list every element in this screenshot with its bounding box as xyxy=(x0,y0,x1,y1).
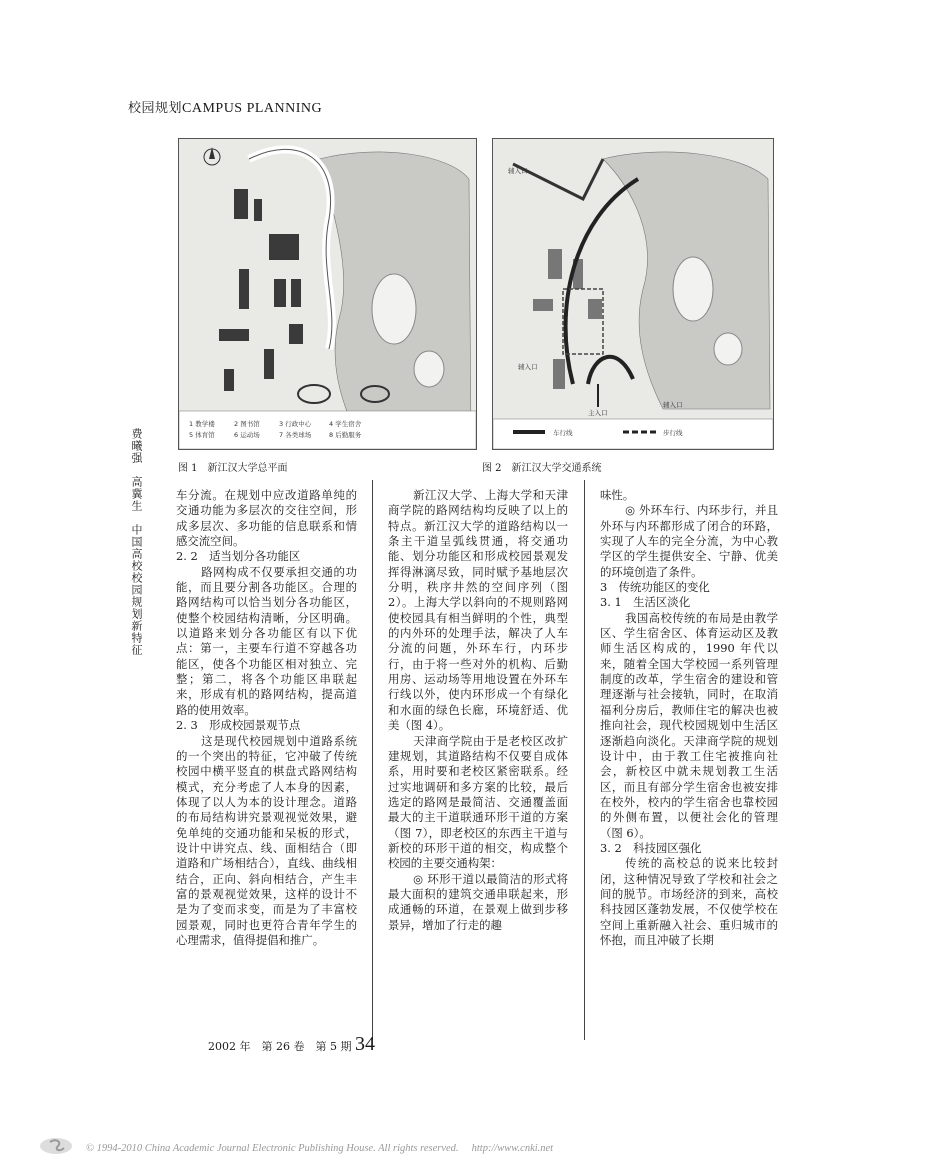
issue-info: 2002 年 第 26 卷 第 5 期 xyxy=(208,1040,352,1053)
copyright-watermark: © 1994-2010 China Academic Journal Electronic Publishing House. All rights reserved. http://www.cnki.net xyxy=(86,1143,554,1154)
paragraph: ◎ 外环车行、内环步行，并且外环与内环都形成了闭合的环路，实现了人车的完全分流，为中心教学区的学生提供安全、宁静、优美的环境创造了条件。 xyxy=(600,503,778,579)
paragraph: 天津商学院由于是老校区改扩建规划，其道路结构不仅要自成体系，用时要和老校区紧密联系。经过实地调研和多方案的比较，最后选定的路网是最简洁、交通覆盖面最大的主干道联通环形干道的方案（图 7），即老校区的东西主干道与新校的环形干道的相交，构成整个校园的主要交通构架： xyxy=(388,733,568,871)
main-entry-label: 主入口 xyxy=(588,409,608,417)
running-header xyxy=(128,97,322,117)
figure-2-caption: 图 2 新江汉大学交通系统 xyxy=(482,463,602,474)
paragraph: 2. 3 形成校园景观节点 xyxy=(176,718,301,733)
paragraph: 我国高校传统的布局是由教学区、学生宿舍区、体育运动区及教师生活区构成的，1990 年代以来，随着全国大学校园一系列管理制度的改革，学生宿舍的建设和管理逐渐与社会接轨，同时，在取消福利分房后，教师住宅的解决也被推向社会，现代校园规划中生活区逐渐趋向淡化。天津商学院的规划设计中，由于教工住宅被推向社会，新校区中就未规划教工生活区，而且有部分学生宿舍也被安排在校外，校内的学生宿舍也靠校园的外侧布置，以便社会化的管理（图 6）。 xyxy=(600,610,778,840)
paragraph: 3 传统功能区的变化 xyxy=(600,580,710,595)
legend-item: 8 后勤服务 xyxy=(329,431,362,439)
legend-item: 7 各类球场 xyxy=(279,431,312,439)
figure-1-caption: 图 1 新江汉大学总平面 xyxy=(178,463,288,474)
cnki-logo-icon xyxy=(38,1134,74,1156)
paragraph: 车分流。在规划中应改道路单纯的交通功能为多层次的交往空间，形成多层次、多功能的信息联系和情感交流空间。 xyxy=(176,488,357,549)
paragraph: ◎ 环形干道以最简洁的形式将最大面积的建筑交通串联起来，形成通畅的环道，在景观上做到步移景异，增加了行走的趣 xyxy=(388,871,568,932)
header-en: CAMPUS PLANNING xyxy=(182,101,323,116)
paragraph: 味性。 xyxy=(600,488,635,502)
legend-item: 6 运动场 xyxy=(234,431,260,439)
figure-2-traffic-system xyxy=(492,138,774,450)
master-plan-drawing xyxy=(179,139,476,449)
paragraph: 传统的高校总的说来比较封闭，这种情况导致了学校和社会之间的脱节。市场经济的到来，高校科技园区蓬勃发展，不仅使学校在空间上重新融入社会、重归城市的怀抱，而且冲破了长期 xyxy=(600,856,778,947)
text-column-2 xyxy=(388,488,568,933)
legend-item: 3 行政中心 xyxy=(279,420,312,428)
figure-1-master-plan xyxy=(178,138,477,450)
legend-walk: 步行线 xyxy=(663,429,683,437)
paragraph: 路网构成不仅要承担交通的功能，而且要分割各功能区。合理的路网结构可以恰当划分各功能区，使整个校园结构清晰，分区明确。以道路来划分各功能区有以下优点：第一，主要车行道不穿越各功能区，使各个功能区相对独立、完整；第二，将各个功能区串联起来，形成有机的路网结构，提高道路的使用效率。 xyxy=(176,564,357,717)
text-column-3 xyxy=(600,488,778,948)
legend-car: 车行线 xyxy=(553,429,573,437)
legend-item: 1 教学楼 xyxy=(189,420,215,428)
paragraph: 2. 2 适当划分各功能区 xyxy=(176,549,301,564)
page-footer xyxy=(208,1033,375,1056)
column-divider xyxy=(372,480,373,1040)
legend-item: 4 学生宿舍 xyxy=(329,420,362,428)
legend-item: 2 图书馆 xyxy=(234,420,260,428)
paragraph: 3. 2 科技园区强化 xyxy=(600,840,702,855)
paragraph: 3. 1 生活区淡化 xyxy=(600,595,691,610)
entry-label: 辅入口 xyxy=(518,363,538,371)
entry-label: 辅入口 xyxy=(508,167,528,175)
text-column-1 xyxy=(176,488,357,948)
legend-item: 5 体育馆 xyxy=(189,431,215,439)
column-divider xyxy=(584,480,585,1040)
entry-label: 辅入口 xyxy=(663,401,683,409)
traffic-system-drawing xyxy=(493,139,773,449)
page-number: 34 xyxy=(354,1033,375,1055)
paragraph: 新江汉大学、上海大学和天津商学院的路网结构均反映了以上的特点。新江汉大学的道路结构以一条主干道呈弧线贯通，将交通功能、划分功能区和形成校园景观发挥得淋漓尽致，同时赋予基地层次分明，秩序井然的空间序列（图 2）。上海大学以斜向的不规则路网使校园具有相当鲜明的个性，典型的内外环的处理手法，解决了人车分流的问题，外环车行，内环步行，由于将一些对外的机构、后勤用房、运动场等用地设置在外环车行线以外，使内环形成一个有绿化和水面的绿色长廊，环境舒适、优美（图 4）。 xyxy=(388,488,568,733)
author-sidebar: 费曦强 高冀生 中国高校校园规划新特征 xyxy=(130,428,143,656)
paragraph: 这是现代校园规划中道路系统的一个突出的特征，它冲破了传统校园中横平竖直的棋盘式路网结构模式，充分考虑了人本身的因素，体现了以人为本的设计理念。道路的布局结构讲究景观视觉效果，避免单纯的交通功能和呆板的形式，设计中讲究点、线、面相结合（即道路和广场相结合），直线、曲线相结合，正向、斜向相结合，产生丰富的景观视觉效果，这样的设计不是为了变而求变，而是为了丰富校园景观，同时也更符合青年学生的心理需求，值得提倡和推广。 xyxy=(176,733,357,947)
header-cn: 校园规划 xyxy=(128,101,183,116)
